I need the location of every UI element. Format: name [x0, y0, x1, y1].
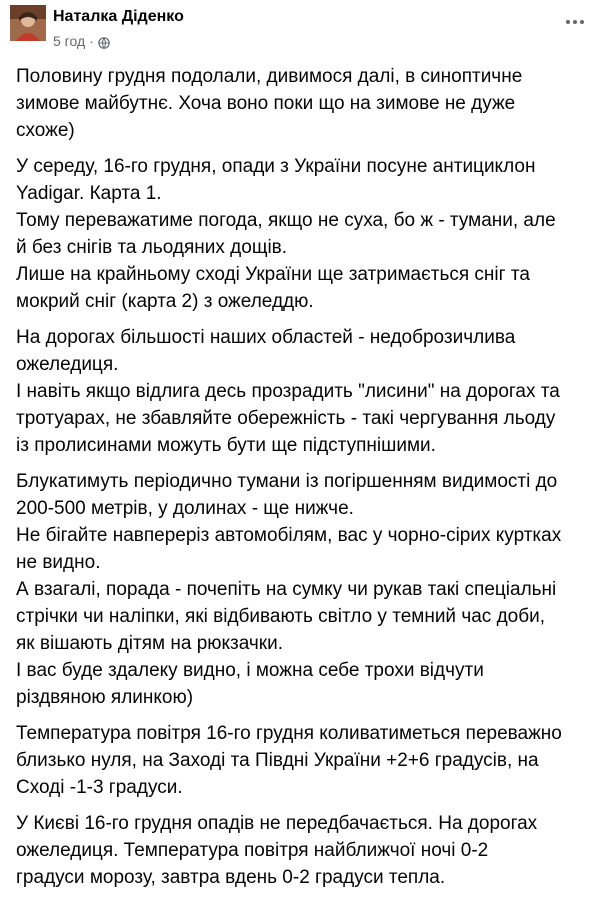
- paragraph-line: А взагалі, порада - почепіть на сумку чи рукав такі спеціальні: [16, 579, 557, 600]
- paragraph-line: Блукатимуть періодично тумани із погіршенням видимості до: [16, 471, 558, 492]
- paragraph-line: стрічки чи наліпки, які відбивають світло у темний час доби,: [16, 606, 545, 627]
- paragraph-line: тротуарах, не збавляйте обережність - такі чергування льоду: [16, 408, 556, 429]
- post-meta: [53, 32, 110, 50]
- more-options-icon[interactable]: [561, 8, 589, 36]
- paragraph-line: градуси морозу, завтра вдень 0-2 градуси тепла.: [16, 867, 446, 888]
- post-header: [0, 0, 605, 60]
- paragraph-line: 200-500 метрів, у долинах - ще нижче.: [16, 498, 354, 519]
- avatar-image: [10, 5, 46, 41]
- paragraph-line: Yadigar. Карта 1.: [16, 183, 162, 204]
- meta-separator: ·: [89, 33, 94, 49]
- paragraph-line: ожеледиця. Температура повітря найближчої ночі 0-2: [16, 840, 489, 861]
- paragraph-line: схоже): [16, 120, 75, 141]
- post-text: [16, 63, 596, 900]
- post-paragraph: [16, 324, 596, 459]
- paragraph-line: Температура повітря 16-го грудня коливатиметься переважно: [16, 723, 562, 744]
- paragraph-line: різдвяною ялинкою): [16, 687, 194, 708]
- paragraph-line: І навіть якщо відлига десь прозрадить "лисини" на дорогах та: [16, 381, 560, 402]
- post-paragraph: [16, 63, 596, 144]
- paragraph-line: На дорогах більшості наших областей - недоброзичлива: [16, 327, 516, 348]
- avatar[interactable]: [10, 5, 46, 41]
- post-paragraph: [16, 153, 596, 315]
- paragraph-line: близько нуля, на Заході та Півдні України +2+6 градусів, на: [16, 750, 539, 771]
- paragraph-line: як вішають дітям на рюкзачки.: [16, 633, 284, 654]
- paragraph-line: Тому переважатиме погода, якщо не суха, бо ж - тумани, але: [16, 210, 556, 231]
- paragraph-line: Половину грудня подолали, дивимося далі, в синоптичне: [16, 66, 523, 87]
- paragraph-line: не видно.: [16, 552, 101, 573]
- paragraph-line: Лише на крайньому сході України ще затримається сніг та: [16, 264, 530, 285]
- paragraph-line: із пролисинами можуть бути ще підступнішими.: [16, 435, 436, 456]
- post-paragraph: [16, 810, 596, 891]
- post-paragraph: [16, 720, 596, 801]
- post-paragraph: [16, 468, 596, 711]
- paragraph-line: зимове майбутнє. Хоча воно поки що на зимове не дуже: [16, 93, 516, 114]
- paragraph-line: І вас буде здалеку видно, і можна себе трохи відчути: [16, 660, 484, 681]
- paragraph-line: й без снігів та льодяних дощів.: [16, 237, 288, 258]
- author-name[interactable]: Наталка Діденко: [53, 8, 184, 25]
- paragraph-line: ожеледиця.: [16, 354, 119, 375]
- post-timestamp[interactable]: 5 год: [53, 33, 86, 49]
- paragraph-line: Не бігайте навпереріз автомобілям, вас у чорно-сірих куртках: [16, 525, 562, 546]
- paragraph-line: мокрий сніг (карта 2) з ожеледдю.: [16, 291, 314, 312]
- paragraph-line: У Києві 16-го грудня опадів не передбачається. На дорогах: [16, 813, 538, 834]
- paragraph-line: Сході -1-3 градуси.: [16, 777, 183, 798]
- globe-icon[interactable]: [98, 35, 110, 47]
- paragraph-line: У середу, 16-го грудня, опади з України посуне антициклон: [16, 156, 536, 177]
